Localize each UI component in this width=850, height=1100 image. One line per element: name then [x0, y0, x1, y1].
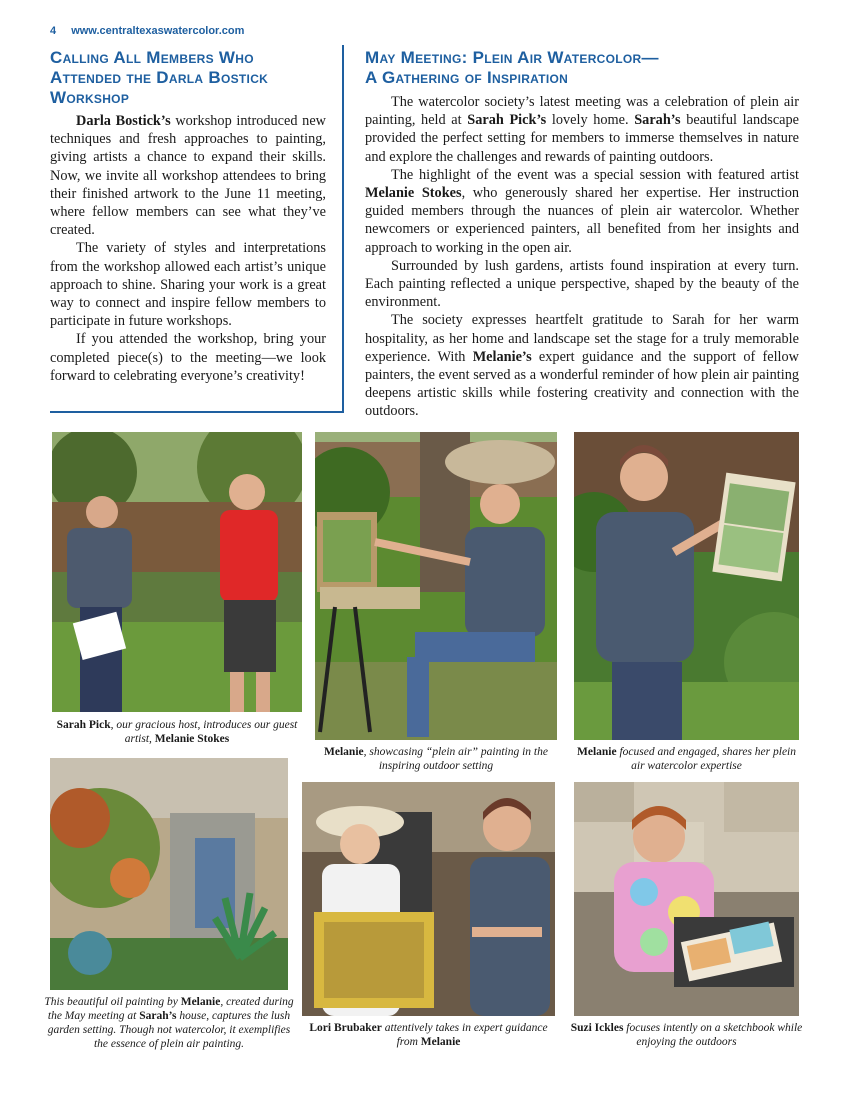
left-article-title: Calling All Members Who Attended the Darla Bostick Workshop [50, 48, 269, 107]
caption-photo-6: Suzi Ickles focuses intently on a sketchbook while enjoying the outdoors [570, 1022, 803, 1048]
caption-photo-2: Melanie, showcasing “plein air” painting in the inspiring outdoor setting [324, 746, 548, 772]
right-paragraph-1: The watercolor society’s latest meeting was a celebration of plein air painting, held at Sarah Pick’s lovely home. Sarah’s beautiful landscape provided the perfect setting for members to immerse themselves in nature and explore the challenges and rewards of painting outdoors. [365, 94, 800, 165]
caption-photo-3: Melanie focused and engaged, shares her plein air watercolor expertise [577, 746, 796, 772]
caption-photo-5: Lori Brubaker attentively takes in expert guidance from Melanie [309, 1022, 548, 1048]
caption-photo-1: Sarah Pick, our gracious host, introduces our guest artist, Melanie Stokes [56, 719, 298, 745]
right-paragraph-2: The highlight of the event was a special session with featured artist Melanie Stokes, who generously shared her expertise. Her instruction guided members through the nuances of plein air watercolor. Whether newcomers or experienced painters, all benefited from her insights and approach to working in the open air. [365, 166, 800, 256]
photo-oil-painting [50, 758, 288, 990]
left-paragraph-2: The variety of styles and interpretations from the workshop allowed each artist’s unique approach to shine. Sharing your work is a great way to connect and inspire fellow members to participate in future workshops. [50, 240, 326, 330]
page-header [50, 25, 244, 37]
left-paragraph-1: Darla Bostick’s workshop introduced new techniques and fresh approaches to painting, giving artists a chance to expand their skills. Now, we invite all workshop attendees to bring their finished artwork to the June 11 meeting, where fellow members can see what they’ve created. [50, 113, 326, 239]
right-paragraph-4: The society expresses heartfelt gratitude to Sarah for her warm hospitality, as her home and landscape set the stage for a truly memorable experience. With Melanie’s expert guidance and the support of fellow painters, the event served as a wonderful reminder of how plein air painting deepens artistic skills while fostering creativity and connection with the outdoors. [365, 312, 800, 420]
right-article-body [365, 93, 799, 421]
photo-sarah-introduces-melanie [52, 432, 302, 712]
photo-suzi-sketching [574, 782, 799, 1016]
photo-melanie-sharing [574, 432, 799, 740]
right-article-title: May Meeting: Plein Air Watercolor— A Gathering of Inspiration [365, 48, 659, 87]
caption-photo-4: This beautiful oil painting by Melanie, created during the May meeting at Sarah’s house, captures the lush garden setting. Though not watercolor, it exemplifies the essence of plein air painting. [44, 996, 294, 1050]
photo-melanie-painting [315, 432, 557, 740]
website-url[interactable]: www.centraltexaswatercolor.com [71, 25, 245, 37]
right-paragraph-3: Surrounded by lush gardens, artists found inspiration at every turn. Each painting reflected a unique perspective, shaped by the beauty of the environment. [365, 257, 799, 311]
photo-lori-and-melanie [302, 782, 555, 1016]
left-paragraph-3: If you attended the workshop, bring your completed piece(s) to the meeting—we look forward to celebrating everyone’s creativity! [50, 331, 326, 384]
page-number: 4 [50, 25, 57, 37]
left-article-body [50, 112, 326, 385]
